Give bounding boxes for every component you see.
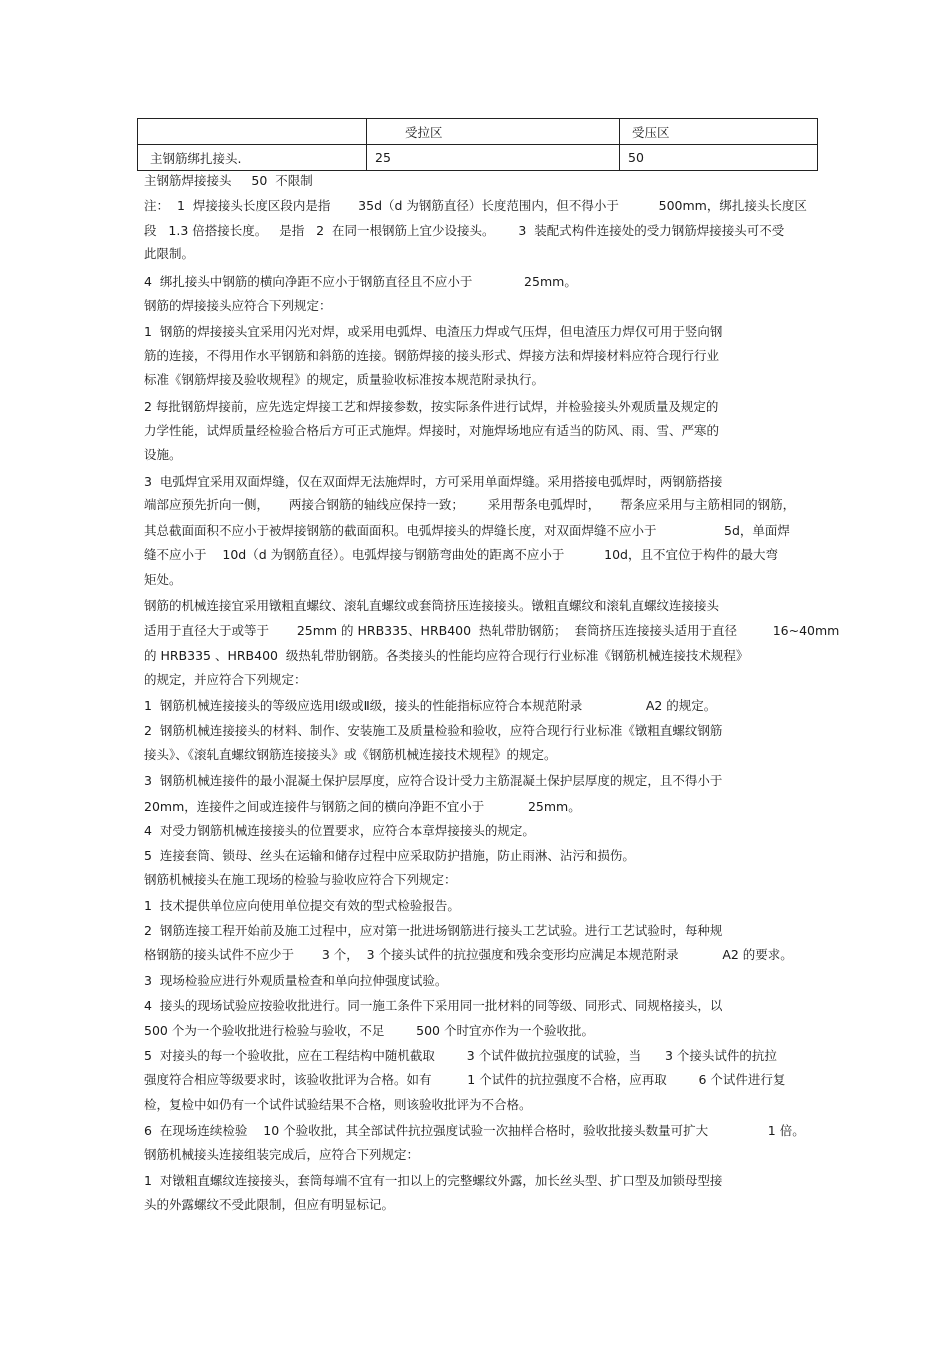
text-line: 主钢筋焊接接头 50 不限制 (144, 173, 313, 188)
text-line: 钢筋机械接头连接组装完成后，应符合下列规定： (144, 1147, 420, 1162)
text-line: 标准《钢筋焊接及验收规程》的规定，质量验收标准按本规范附录执行。 (144, 372, 545, 387)
text-line: 6 在现场连续检验 10 个验收批，其全部试件抗拉强度试验一次抽样合格时，验收批接头数量可扩大 1 倍。 (144, 1123, 805, 1138)
text-line: 4 对受力钢筋机械连接接头的位置要求，应符合本章焊接接头的规定。 (144, 823, 535, 838)
text-line: 1 钢筋的焊接接头宜采用闪光对焊，或采用电弧焊、电渣压力焊或气压焊，但电渣压力焊仅可用于竖向钢 (144, 324, 723, 339)
text-line: 20mm，连接件之间或连接件与钢筋之间的横向净距不宜小于 25mm。 (144, 799, 581, 814)
text-line: 1 钢筋机械连接接头的等级应选用Ⅰ级或Ⅱ级，接头的性能指标应符合本规范附录 A2 的规定。 (144, 698, 717, 713)
text-line: 格钢筋的接头试件不应少于 3 个， 3 个接头试件的抗拉强度和残余变形均应满足本规范附录 A2 的要求。 (144, 947, 793, 962)
joint-ratio-table (137, 118, 818, 171)
text-line: 3 电弧焊宜采用双面焊缝，仅在双面焊无法施焊时，方可采用单面焊缝。采用搭接电弧焊时，两钢筋搭接 (144, 474, 723, 489)
text-line: 4 接头的现场试验应按验收批进行。同一施工条件下采用同一批材料的同等级、同形式、同规格接头，以 (144, 998, 723, 1013)
text-line: 检，复检中如仍有一个试件试验结果不合格，则该验收批评为不合格。 (144, 1097, 532, 1112)
text-line: 钢筋的机械连接宜采用镦粗直螺纹、滚轧直螺纹或套筒挤压连接接头。镦粗直螺纹和滚轧直螺纹连接接头 (144, 598, 720, 613)
table-cell: 受拉区 (367, 119, 620, 145)
text-line: 3 钢筋机械连接件的最小混凝土保护层厚度，应符合设计受力主筋混凝土保护层厚度的规定，且不得小于 (144, 773, 723, 788)
text-line: 2 钢筋机械连接接头的材料、制作、安装施工及质量检验和验收，应符合现行行业标准《镦粗直螺纹钢筋 (144, 723, 723, 738)
table-header-row (138, 119, 818, 145)
table-cell (138, 119, 367, 145)
text-line: 4 绑扎接头中钢筋的横向净距不应小于钢筋直径且不应小于 25mm。 (144, 274, 577, 289)
text-line: 的规定，并应符合下列规定： (144, 672, 307, 687)
text-line: 1 技术提供单位应向使用单位提交有效的型式检验报告。 (144, 898, 460, 913)
text-line: 筋的连接，不得用作水平钢筋和斜筋的连接。钢筋焊接的接头形式、焊接方法和焊接材料应符合现行行业 (144, 348, 720, 363)
text-line: 段 1.3 倍搭接长度。 是指 2 在同一根钢筋上宜少设接头。 3 装配式构件连接处的受力钢筋焊接接头可不受 (144, 223, 785, 238)
text-line: 钢筋机械接头在施工现场的检验与验收应符合下列规定： (144, 872, 457, 887)
text-line: 2 钢筋连接工程开始前及施工过程中，应对第一批进场钢筋进行接头工艺试验。进行工艺试验时，每种规 (144, 923, 723, 938)
text-line: 3 现场检验应进行外观质量检查和单向拉伸强度试验。 (144, 973, 448, 988)
text-line: 接头》、《滚轧直螺纹钢筋连接接头》或《钢筋机械连接技术规程》的规定。 (144, 747, 557, 762)
text-line: 5 连接套筒、锁母、丝头在运输和储存过程中应采取防护措施，防止雨淋、沾污和损伤。 (144, 848, 635, 863)
text-line: 2 每批钢筋焊接前，应先选定焊接工艺和焊接参数，按实际条件进行试焊，并检验接头外观质量及规定的 (144, 399, 719, 414)
text-line: 强度符合相应等级要求时，该验收批评为合格。如有 1 个试件的抗拉强度不合格，应再取 6 个试件进行复 (144, 1072, 786, 1087)
table-cell: 25 (367, 145, 620, 171)
table-cell: 50 (620, 145, 818, 171)
text-line: 注： 1 焊接接头长度区段内是指 35d（d 为钢筋直径）长度范围内，但不得小于 500mm，绑扎接头长度区 (144, 198, 807, 213)
table-cell: 主钢筋绑扎接头. (138, 145, 367, 171)
text-line: 缝不应小于 10d（d 为钢筋直径）。电弧焊接与钢筋弯曲处的距离不应小于 10d，且不宜位于构件的最大弯 (144, 547, 778, 562)
text-line: 此限制。 (144, 246, 195, 261)
text-line: 其总截面面积不应小于被焊接钢筋的截面面积。电弧焊接头的焊缝长度，对双面焊缝不应小于 5d，单面焊 (144, 523, 790, 538)
text-line: 钢筋的焊接接头应符合下列规定： (144, 298, 332, 313)
text-line: 5 对接头的每一个验收批，应在工程结构中随机截取 3 个试件做抗拉强度的试验，当 3 个接头试件的抗拉 (144, 1048, 777, 1063)
table-row (138, 145, 818, 171)
text-line: 500 个为一个验收批进行检验与验收，不足 500 个时宜亦作为一个验收批。 (144, 1023, 594, 1038)
text-line: 设施。 (144, 447, 182, 462)
text-line: 1 对镦粗直螺纹连接接头，套筒每端不宜有一扣以上的完整螺纹外露，加长丝头型、扩口型及加锁母型接 (144, 1173, 723, 1188)
text-line: 端部应预先折向一侧， 两接合钢筋的轴线应保持一致； 采用帮条电弧焊时， 帮条应采用与主筋相同的钢筋， (144, 497, 796, 512)
text-line: 头的外露螺纹不受此限制，但应有明显标记。 (144, 1197, 395, 1212)
text-line: 的 HRB335 、HRB400 级热轧带肋钢筋。各类接头的性能均应符合现行行业标准《钢筋机械连接技术规程》 (144, 648, 749, 663)
table-cell: 受压区 (620, 119, 818, 145)
text-line: 矩处。 (144, 572, 182, 587)
text-line: 力学性能，试焊质量经检验合格后方可正式施焊。焊接时，对施焊场地应有适当的防风、雨、雪、严寒的 (144, 423, 720, 438)
text-line: 适用于直径大于或等于 25mm 的 HRB335、HRB400 热轧带肋钢筋； 套筒挤压连接接头适用于直径 16~40mm (144, 623, 840, 638)
